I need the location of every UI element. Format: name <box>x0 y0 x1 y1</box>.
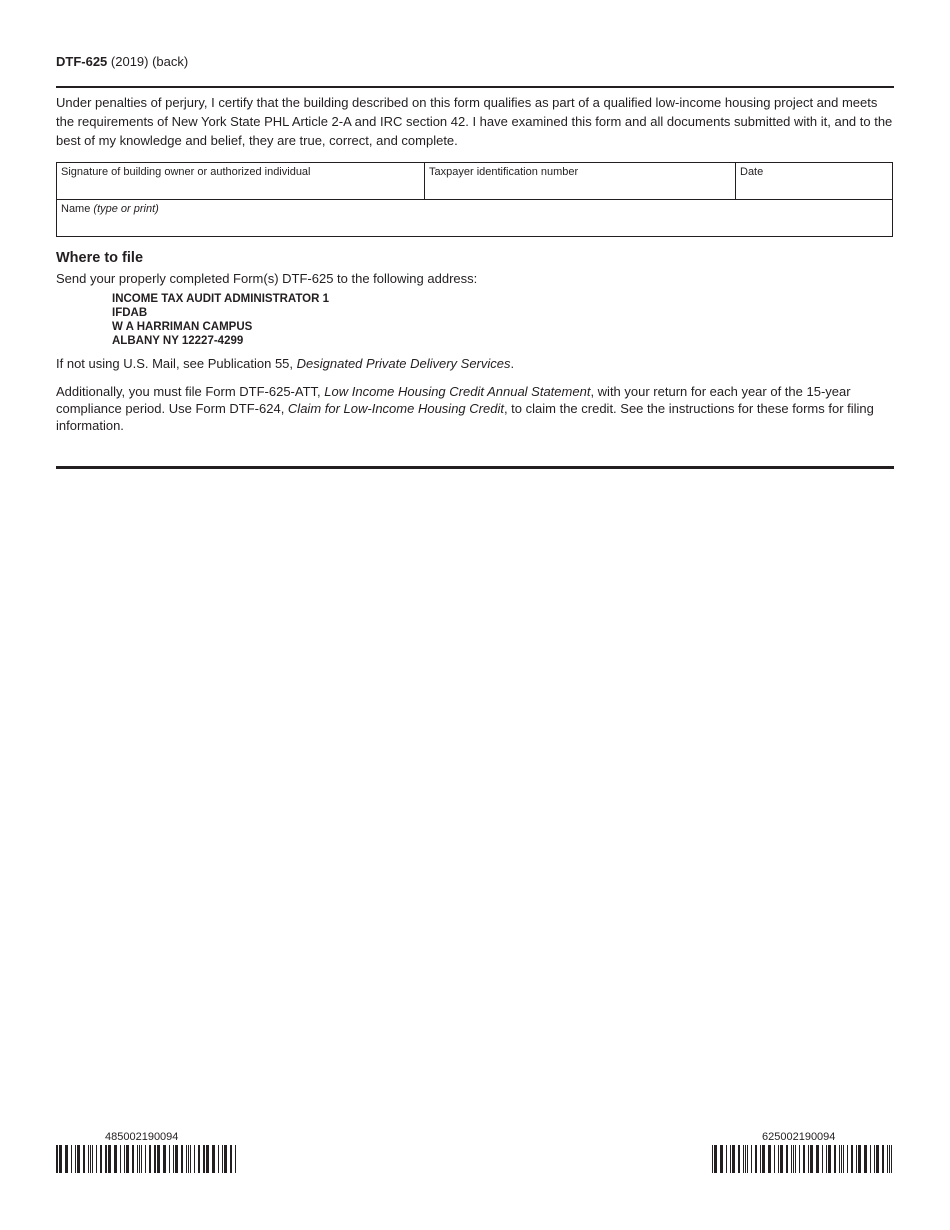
barcode-bar <box>843 1145 844 1173</box>
signature-table <box>56 162 893 237</box>
signature-row <box>57 163 892 200</box>
barcode-bar <box>173 1145 174 1173</box>
barcode-bar <box>762 1145 765 1173</box>
barcode-bar <box>799 1145 800 1173</box>
address-line: INCOME TAX AUDIT ADMINISTRATOR 1 <box>112 293 330 305</box>
barcode-bar <box>149 1145 151 1173</box>
barcode-bar <box>105 1145 107 1173</box>
barcode-bar <box>882 1145 884 1173</box>
barcode-bar <box>793 1145 794 1173</box>
barcode-bar <box>720 1145 723 1173</box>
barcode-bar <box>751 1145 752 1173</box>
barcode-bar <box>163 1145 166 1173</box>
right-barcode-number: 625002190094 <box>762 1131 836 1143</box>
additional-filing-paragraph <box>56 383 901 434</box>
barcode-bar <box>120 1145 121 1173</box>
barcode-bar <box>96 1145 97 1173</box>
taxpayer-id-field[interactable] <box>425 163 736 199</box>
barcode-bar <box>186 1145 187 1173</box>
barcode-bar <box>887 1145 888 1173</box>
barcode-bar <box>194 1145 195 1173</box>
barcode-bar <box>816 1145 819 1173</box>
barcode-bar <box>780 1145 783 1173</box>
form-title-att: Low Income Housing Credit Annual Statement <box>324 384 591 399</box>
barcode-bar <box>826 1145 827 1173</box>
address-line: ALBANY NY 12227-4299 <box>112 335 244 347</box>
form-identifier <box>56 54 188 69</box>
barcode-bar <box>212 1145 215 1173</box>
barcode-bar <box>137 1145 138 1173</box>
barcode-bar <box>59 1145 62 1173</box>
additional-text: Additionally, you must file Form DTF-625-ATT, <box>56 384 325 399</box>
barcode-bar <box>190 1145 191 1173</box>
barcode-bar <box>71 1145 72 1173</box>
barcode-bar <box>839 1145 840 1173</box>
delivery-note-prefix: If not using U.S. Mail, see Publication 55, <box>56 356 297 371</box>
barcode-bar <box>870 1145 871 1173</box>
barcode-bar <box>822 1145 823 1173</box>
private-delivery-note <box>56 356 514 371</box>
barcode-bar <box>124 1145 125 1173</box>
barcode-bar <box>714 1145 717 1173</box>
perjury-certification: Under penalties of perjury, I certify that the building described on this form qualifies as part of a qualified low-income housing project and meets the requirements of New York State PHL Article 2-A and IRC section 42. I have examined this form and all documents submitted with it, and to the best of my knowledge and belief, they are true, correct, and complete. <box>56 95 893 148</box>
barcode-bar <box>132 1145 134 1173</box>
publication-title: Designated Private Delivery Services <box>296 356 511 371</box>
barcode-bar <box>175 1145 178 1173</box>
barcode-bar <box>230 1145 232 1173</box>
barcode-bar <box>92 1145 93 1173</box>
barcode-bar <box>760 1145 761 1173</box>
barcode-bar <box>803 1145 805 1173</box>
barcode-bar <box>65 1145 68 1173</box>
name-field[interactable] <box>57 200 892 236</box>
name-label: Name <box>61 203 94 215</box>
barcode-bar <box>145 1145 146 1173</box>
barcode-bar <box>841 1145 842 1173</box>
left-barcode <box>56 1145 238 1173</box>
barcode-bar <box>77 1145 80 1173</box>
additional-text: , with your return for each year of the 15-year compliance period. Use Form DTF-624, <box>56 384 851 416</box>
barcode-bar <box>114 1145 117 1173</box>
barcode-bar <box>732 1145 735 1173</box>
where-to-file-intro: Send your properly completed Form(s) DTF-625 to the following address: <box>56 271 478 286</box>
bottom-divider <box>56 466 894 469</box>
barcode-bar <box>864 1145 867 1173</box>
left-barcode-number: 485002190094 <box>105 1131 179 1143</box>
barcode-bar <box>730 1145 731 1173</box>
barcode-bar <box>851 1145 853 1173</box>
barcode-bar <box>834 1145 836 1173</box>
mailing-address <box>112 292 329 348</box>
barcode-bar <box>198 1145 200 1173</box>
form-number: DTF-625 <box>56 54 108 69</box>
barcode-bar <box>181 1145 183 1173</box>
barcode-bar <box>222 1145 223 1173</box>
barcode-bar <box>786 1145 788 1173</box>
barcode-bar <box>778 1145 779 1173</box>
barcode-bar <box>75 1145 76 1173</box>
barcode-bar <box>139 1145 140 1173</box>
barcode-bar <box>100 1145 102 1173</box>
barcode-bar <box>126 1145 129 1173</box>
barcode-bar <box>188 1145 189 1173</box>
barcode-bar <box>847 1145 848 1173</box>
signature-field[interactable] <box>57 163 425 199</box>
barcode-bar <box>810 1145 813 1173</box>
right-barcode <box>712 1145 894 1173</box>
form-title-624: Claim for Low-Income Housing Credit <box>287 401 504 416</box>
barcode-bar <box>154 1145 156 1173</box>
barcode-bar <box>203 1145 205 1173</box>
barcode-bar <box>828 1145 831 1173</box>
barcode-bar <box>858 1145 861 1173</box>
barcode-bar <box>90 1145 91 1173</box>
barcode-bar <box>141 1145 142 1173</box>
barcode-bar <box>88 1145 89 1173</box>
top-divider <box>56 86 894 88</box>
name-hint: (type or print) <box>93 203 159 215</box>
date-field[interactable] <box>736 163 892 199</box>
barcode-bar <box>235 1145 236 1173</box>
barcode-bar <box>169 1145 170 1173</box>
barcode-bar <box>891 1145 892 1173</box>
barcode-bar <box>206 1145 209 1173</box>
barcode-bar <box>218 1145 219 1173</box>
barcode-bar <box>157 1145 160 1173</box>
barcode-bar <box>738 1145 740 1173</box>
barcode-bar <box>791 1145 792 1173</box>
additional-text: , to claim the credit. See the instructions for these forms for filing information. <box>56 401 874 433</box>
barcode-bar <box>108 1145 111 1173</box>
barcode-bar <box>56 1145 58 1173</box>
barcode-bar <box>712 1145 713 1173</box>
barcode-bar <box>755 1145 757 1173</box>
barcode-bar <box>726 1145 727 1173</box>
form-year-side: (2019) (back) <box>107 54 189 69</box>
barcode-bar <box>747 1145 748 1173</box>
address-line: W A HARRIMAN CAMPUS <box>112 321 253 333</box>
barcode-bar <box>83 1145 85 1173</box>
barcode-bar <box>889 1145 890 1173</box>
barcode-bar <box>774 1145 775 1173</box>
barcode-bar <box>795 1145 796 1173</box>
taxpayer-id-label: Taxpayer identification number <box>429 166 579 178</box>
barcode-bar <box>743 1145 744 1173</box>
barcode-bar <box>768 1145 771 1173</box>
date-label: Date <box>740 166 764 178</box>
address-line: IFDAB <box>112 307 148 319</box>
barcode-bar <box>876 1145 879 1173</box>
barcode-bar <box>856 1145 857 1173</box>
barcode-bar <box>224 1145 227 1173</box>
where-to-file-heading: Where to file <box>56 250 144 266</box>
delivery-note-suffix: . <box>510 356 515 371</box>
barcode-bar <box>745 1145 746 1173</box>
signature-label: Signature of building owner or authorized individual <box>61 166 311 178</box>
barcode-bar <box>808 1145 809 1173</box>
barcode-bar <box>874 1145 875 1173</box>
